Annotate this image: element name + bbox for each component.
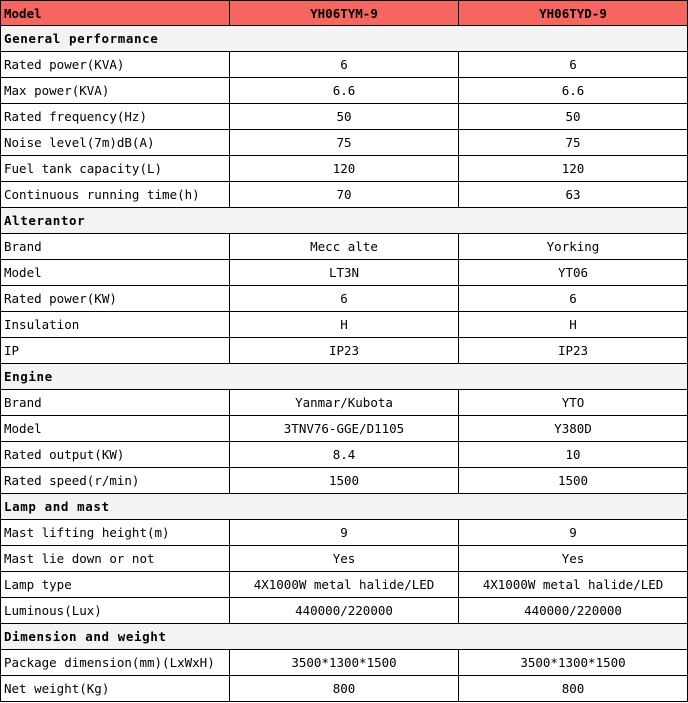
row-label: Brand bbox=[1, 390, 230, 416]
row-label: Insulation bbox=[1, 312, 230, 338]
table-row bbox=[1, 156, 688, 182]
table-row bbox=[1, 182, 688, 208]
row-value-2: 63 bbox=[459, 182, 688, 208]
row-label: Fuel tank capacity(L) bbox=[1, 156, 230, 182]
row-value-2: 6 bbox=[459, 286, 688, 312]
section-row bbox=[1, 364, 688, 390]
table-row bbox=[1, 546, 688, 572]
row-label: Rated power(KW) bbox=[1, 286, 230, 312]
row-value-2: 3500*1300*1500 bbox=[459, 650, 688, 676]
header-model-tym: YH06TYM-9 bbox=[230, 1, 459, 26]
row-value-2: YTO bbox=[459, 390, 688, 416]
section-title: Engine bbox=[1, 364, 688, 390]
row-value-1: 4X1000W metal halide/LED bbox=[230, 572, 459, 598]
row-value-1: 440000/220000 bbox=[230, 598, 459, 624]
row-value-2: 6.6 bbox=[459, 78, 688, 104]
row-value-1: Yanmar/Kubota bbox=[230, 390, 459, 416]
row-value-2: 800 bbox=[459, 676, 688, 702]
header-model-label: Model bbox=[1, 1, 230, 26]
row-value-2: 1500 bbox=[459, 468, 688, 494]
row-value-1: 6.6 bbox=[230, 78, 459, 104]
row-value-1: Mecc alte bbox=[230, 234, 459, 260]
row-label: Continuous running time(h) bbox=[1, 182, 230, 208]
row-value-1: 6 bbox=[230, 52, 459, 78]
table-row bbox=[1, 52, 688, 78]
row-value-2: H bbox=[459, 312, 688, 338]
row-label: Rated speed(r/min) bbox=[1, 468, 230, 494]
row-value-2: 50 bbox=[459, 104, 688, 130]
row-value-2: 4X1000W metal halide/LED bbox=[459, 572, 688, 598]
row-value-1: 9 bbox=[230, 520, 459, 546]
row-label: Package dimension(mm)(LxWxH) bbox=[1, 650, 230, 676]
row-value-1: 70 bbox=[230, 182, 459, 208]
row-value-1: 75 bbox=[230, 130, 459, 156]
row-value-2: 440000/220000 bbox=[459, 598, 688, 624]
section-title: Dimension and weight bbox=[1, 624, 688, 650]
row-label: Rated frequency(Hz) bbox=[1, 104, 230, 130]
row-value-1: 50 bbox=[230, 104, 459, 130]
section-row bbox=[1, 624, 688, 650]
row-label: Rated output(KW) bbox=[1, 442, 230, 468]
table-row bbox=[1, 442, 688, 468]
row-value-1: 3500*1300*1500 bbox=[230, 650, 459, 676]
table-row bbox=[1, 598, 688, 624]
row-value-2: Yorking bbox=[459, 234, 688, 260]
table-header-row bbox=[1, 1, 688, 26]
table-row bbox=[1, 338, 688, 364]
section-title: General performance bbox=[1, 26, 688, 52]
row-value-1: Yes bbox=[230, 546, 459, 572]
row-label: Brand bbox=[1, 234, 230, 260]
row-value-1: 8.4 bbox=[230, 442, 459, 468]
row-value-1: IP23 bbox=[230, 338, 459, 364]
table-row bbox=[1, 390, 688, 416]
table-row bbox=[1, 572, 688, 598]
row-value-1: LT3N bbox=[230, 260, 459, 286]
table-row bbox=[1, 286, 688, 312]
row-value-1: 120 bbox=[230, 156, 459, 182]
row-value-2: 120 bbox=[459, 156, 688, 182]
row-value-1: 1500 bbox=[230, 468, 459, 494]
table-row bbox=[1, 234, 688, 260]
section-row bbox=[1, 26, 688, 52]
row-label: Mast lifting height(m) bbox=[1, 520, 230, 546]
row-label: IP bbox=[1, 338, 230, 364]
section-title: Lamp and mast bbox=[1, 494, 688, 520]
row-label: Max power(KVA) bbox=[1, 78, 230, 104]
row-value-2: Yes bbox=[459, 546, 688, 572]
row-value-2: Y380D bbox=[459, 416, 688, 442]
row-label: Noise level(7m)dB(A) bbox=[1, 130, 230, 156]
table-row bbox=[1, 78, 688, 104]
table-row bbox=[1, 260, 688, 286]
table-row bbox=[1, 468, 688, 494]
table-row bbox=[1, 416, 688, 442]
row-value-2: IP23 bbox=[459, 338, 688, 364]
row-value-2: 6 bbox=[459, 52, 688, 78]
table-row bbox=[1, 312, 688, 338]
table-row bbox=[1, 650, 688, 676]
row-label: Mast lie down or not bbox=[1, 546, 230, 572]
table-row bbox=[1, 520, 688, 546]
row-value-1: H bbox=[230, 312, 459, 338]
row-value-2: 10 bbox=[459, 442, 688, 468]
row-value-1: 6 bbox=[230, 286, 459, 312]
section-row bbox=[1, 494, 688, 520]
row-label: Rated power(KVA) bbox=[1, 52, 230, 78]
table-row bbox=[1, 676, 688, 702]
header-model-tyd: YH06TYD-9 bbox=[459, 1, 688, 26]
row-value-1: 3TNV76-GGE/D1105 bbox=[230, 416, 459, 442]
row-value-1: 800 bbox=[230, 676, 459, 702]
row-value-2: 9 bbox=[459, 520, 688, 546]
row-label: Net weight(Kg) bbox=[1, 676, 230, 702]
section-row bbox=[1, 208, 688, 234]
row-label: Lamp type bbox=[1, 572, 230, 598]
row-value-2: 75 bbox=[459, 130, 688, 156]
row-label: Model bbox=[1, 416, 230, 442]
row-label: Model bbox=[1, 260, 230, 286]
row-label: Luminous(Lux) bbox=[1, 598, 230, 624]
row-value-2: YT06 bbox=[459, 260, 688, 286]
table-row bbox=[1, 104, 688, 130]
table-row bbox=[1, 130, 688, 156]
section-title: Alterantor bbox=[1, 208, 688, 234]
